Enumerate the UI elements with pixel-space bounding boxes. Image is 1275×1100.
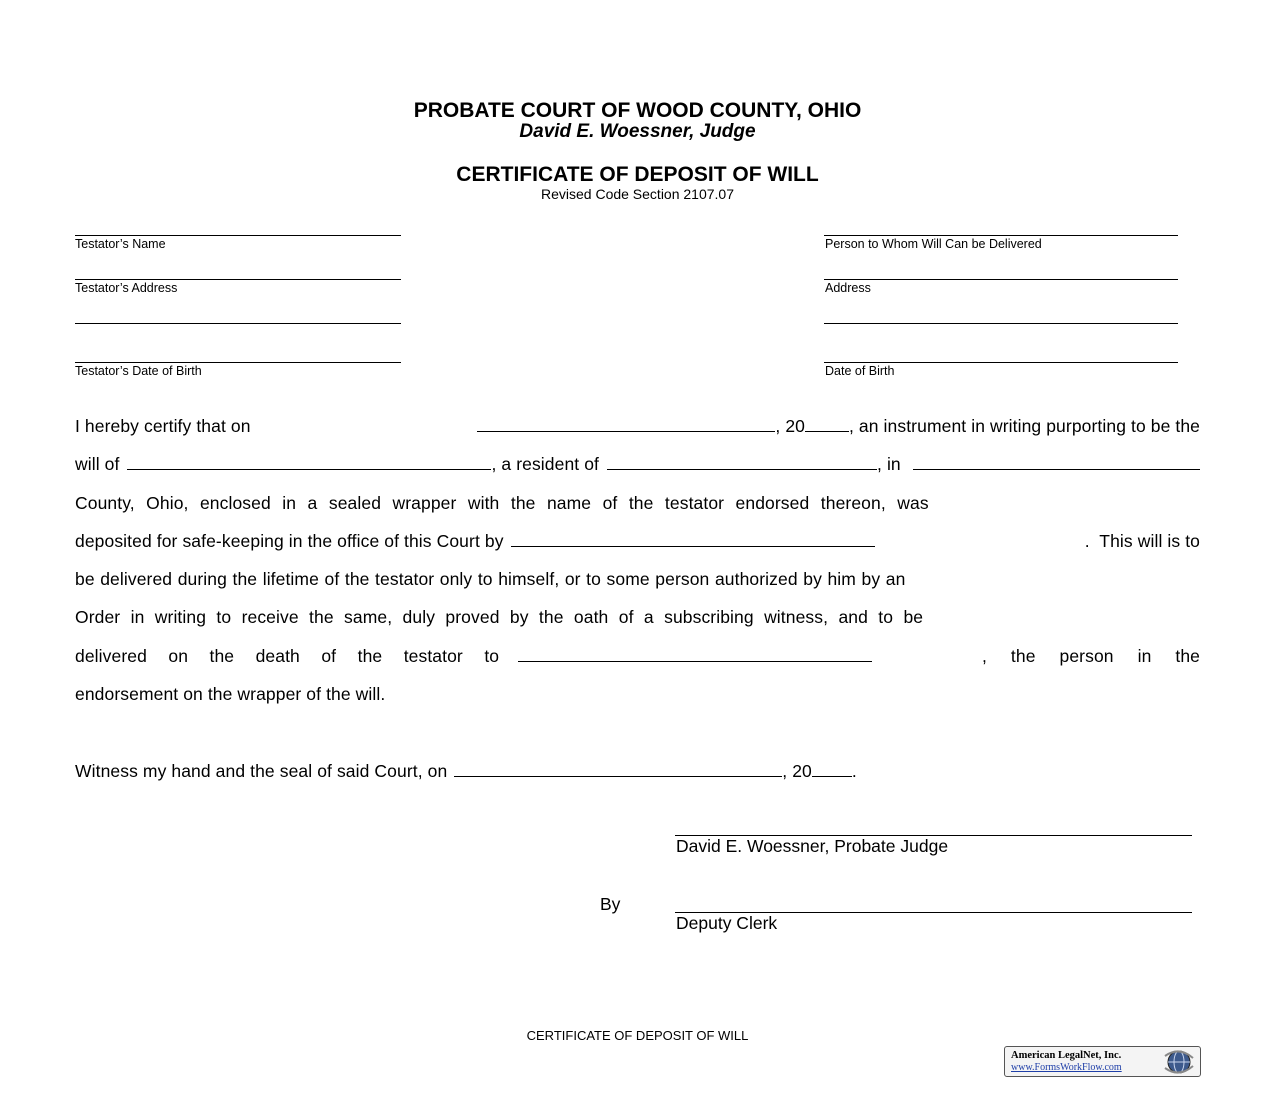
text: , in [877,454,901,475]
certification-paragraph [75,407,1200,713]
paragraph-line [75,407,1200,445]
text: Witness my hand and the seal of said Court, on [75,761,448,781]
deposit-date-blank[interactable] [477,417,775,432]
testator-address-label: Testator’s Address [75,281,178,295]
paragraph-line [75,560,1200,598]
testator-name-line[interactable] [75,235,401,236]
delivery-dob-label: Date of Birth [825,364,895,378]
text: Order in writing to receive the same, duly proved by the oath of a subscribing witness, and to be [75,607,924,628]
depositor-blank[interactable] [511,532,875,547]
delivery-dob-line[interactable] [824,362,1178,363]
code-section: Revised Code Section 2107.07 [540,186,735,202]
text: I hereby certify that on [75,416,251,436]
text: endorsement on the wrapper of the will. [75,684,386,705]
paragraph-line [75,598,1200,636]
witness-statement [75,752,1200,790]
text: . This will is to [1084,530,1200,551]
county-blank[interactable] [913,455,1200,470]
text: , an instrument in writing purporting to be the [849,416,1200,436]
paragraph-line [75,637,1200,675]
residence-blank[interactable] [607,455,877,470]
paragraph-line [75,522,1200,560]
testator-dob-label: Testator’s Date of Birth [75,364,202,378]
text: , a resident of [491,454,600,475]
text: will of [75,454,120,475]
american-legalnet-logo[interactable] [1004,1046,1201,1077]
delivery-address-line-2[interactable] [824,323,1178,324]
brand-url[interactable]: www.FormsWorkFlow.com [1011,1062,1122,1073]
testator-blank[interactable] [127,455,491,470]
text: County, Ohio, enclosed in a sealed wrapper with the name of the testator endorsed thereon, was [75,492,929,513]
text: , the person in the [982,645,1200,666]
paragraph-line [75,445,1200,483]
paragraph-line [75,675,1200,713]
by-label: By [600,894,621,914]
witness-date-blank[interactable] [454,762,782,777]
text: . [851,761,857,781]
delivery-person-blank[interactable] [518,647,872,662]
paragraph-line [75,484,1200,522]
clerk-signature-label: Deputy Clerk [676,913,778,933]
judge-name: David E. Woessner, Judge [519,121,756,142]
footer-title: CERTIFICATE OF DEPOSIT OF WILL [526,1028,749,1043]
text: deposited for safe-keeping in the office of this Court by [75,530,504,551]
text: , 20 [782,761,812,781]
testator-address-line[interactable] [75,279,401,280]
globe-icon [1161,1048,1197,1076]
text: delivered on the death of the testator to [75,645,500,666]
delivery-address-line[interactable] [824,279,1178,280]
testator-name-label: Testator’s Name [75,237,166,251]
witness-year-blank[interactable] [812,762,852,777]
court-title: PROBATE COURT OF WOOD COUNTY, OHIO [413,99,862,122]
brand-name: American LegalNet, Inc. [1011,1050,1122,1061]
delivery-address-label: Address [825,281,871,295]
testator-dob-line[interactable] [75,362,401,363]
text: , 20 [775,416,805,436]
text: be delivered during the lifetime of the testator only to himself, or to some person authorized by him by an [75,569,906,590]
document-title: CERTIFICATE OF DEPOSIT OF WILL [456,163,819,186]
deposit-year-blank[interactable] [805,417,849,432]
delivery-person-label: Person to Whom Will Can be Delivered [825,237,1042,251]
judge-signature-label: David E. Woessner, Probate Judge [676,836,949,856]
delivery-person-line[interactable] [824,235,1178,236]
testator-address-line-2[interactable] [75,323,401,324]
